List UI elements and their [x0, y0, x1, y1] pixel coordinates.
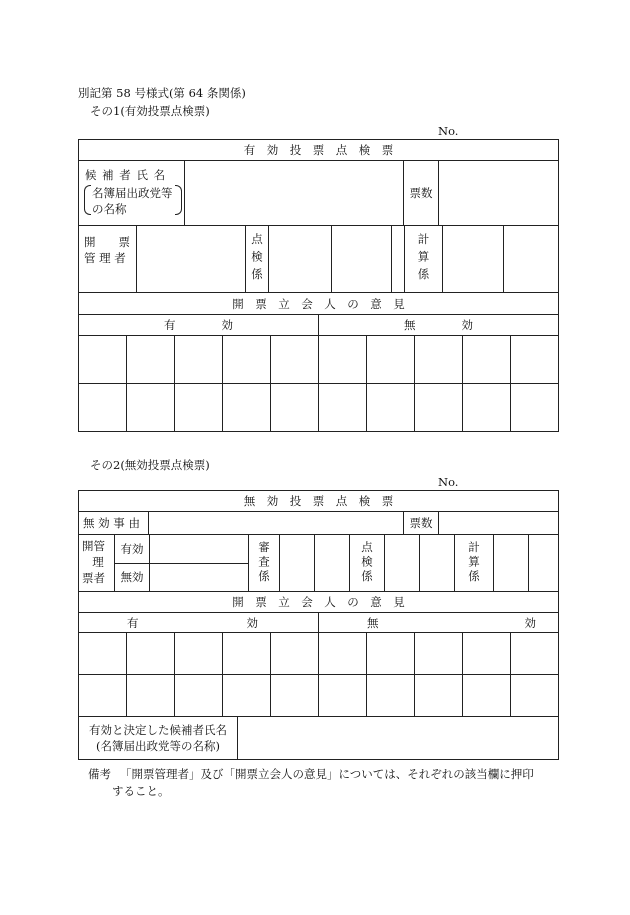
candidate-label-line1: 候 補 者 氏 名	[85, 168, 167, 182]
p1-seal-cell[interactable]	[79, 384, 127, 432]
part2-inspector-label: 点検係	[360, 541, 374, 585]
part2-valid-header	[79, 613, 319, 633]
decided-candidate-row	[79, 717, 559, 760]
candidate-label-line3: の名称	[92, 202, 127, 216]
p2-seal-cell[interactable]	[175, 633, 223, 675]
reviewer-label: 審査係	[257, 541, 271, 585]
reason-label: 無 効 事 由	[83, 516, 140, 530]
p1-seal-cell[interactable]	[271, 336, 319, 384]
votes-label: 票数	[409, 186, 433, 200]
p2-seal-cell[interactable]	[511, 675, 559, 717]
p2-seal-cell[interactable]	[127, 633, 175, 675]
p1-seal-cell[interactable]	[415, 336, 463, 384]
part1-invalid-header	[319, 315, 559, 336]
part1-invalid-label: 無 効	[404, 318, 474, 332]
invalid-small-label: 無効	[120, 570, 144, 585]
reason-row	[79, 512, 559, 535]
candidate-name-field[interactable]	[185, 161, 404, 225]
manager-seal-split	[150, 535, 249, 591]
p2-seal-cell[interactable]	[367, 633, 415, 675]
p2-seal-cell[interactable]	[415, 675, 463, 717]
part2-witness-heading	[79, 592, 559, 613]
part2-votes-field[interactable]	[439, 512, 558, 534]
valid-invalid-label-cell	[115, 535, 150, 591]
inspector-seal-2[interactable]	[332, 226, 392, 292]
part2-manager-label-a: 開管	[82, 539, 105, 553]
part2-invalid-header	[319, 613, 559, 633]
p1-seal-cell[interactable]	[127, 336, 175, 384]
part1-heading	[79, 140, 559, 161]
part2-heading	[79, 491, 559, 512]
part2-calculator-label-cell	[455, 535, 494, 591]
part2-invalid-label-a: 無	[367, 615, 379, 630]
p1-seal-cell[interactable]	[175, 384, 223, 432]
p1-seal-cell[interactable]	[319, 336, 367, 384]
part2-inspector-label-cell	[350, 535, 385, 591]
reason-field[interactable]	[149, 512, 404, 534]
p1-seal-cell[interactable]	[319, 384, 367, 432]
p1-seal-cell[interactable]	[271, 384, 319, 432]
inspector-seal-3[interactable]	[392, 226, 405, 292]
p2-seal-cell[interactable]	[319, 675, 367, 717]
candidate-row	[79, 161, 559, 226]
bracket-right	[175, 185, 182, 215]
valid-manager-seal-field[interactable]	[150, 535, 248, 564]
form-title: 別記第 58 号様式(第 64 条関係)	[78, 86, 246, 100]
p1-seal-cell[interactable]	[223, 336, 271, 384]
p2-seal-cell[interactable]	[463, 633, 511, 675]
manager-label-line2: 管 理 者	[84, 251, 126, 265]
part2-valid-label-a: 有	[127, 615, 139, 630]
part2-title: その2(無効投票点検票)	[90, 458, 210, 472]
p2-seal-cell[interactable]	[127, 675, 175, 717]
p1-seal-cell[interactable]	[463, 384, 511, 432]
p2-seal-cell[interactable]	[463, 675, 511, 717]
decided-label-line2: (名簿届出政党等の名称)	[96, 739, 220, 753]
p1-seal-cell[interactable]	[463, 336, 511, 384]
p2-seal-cell[interactable]	[271, 675, 319, 717]
valid-small-label: 有効	[120, 541, 144, 556]
calculator-label-cell	[405, 226, 443, 292]
votes-field[interactable]	[439, 161, 558, 225]
p1-seal-cell[interactable]	[367, 336, 415, 384]
part2-votes-label: 票数	[409, 516, 433, 530]
manager-seal-field[interactable]	[137, 226, 246, 292]
invalid-vote-inspection-table	[78, 490, 559, 760]
part2-manager-label-b: 理	[92, 555, 104, 569]
remarks-label: 備考	[88, 767, 111, 781]
part2-inspector-seal-1[interactable]	[385, 535, 420, 591]
calculator-seal-1[interactable]	[443, 226, 504, 292]
part2-no-label: No.	[438, 475, 459, 489]
p2-seal-cell[interactable]	[223, 633, 271, 675]
p1-seal-cell[interactable]	[511, 336, 559, 384]
reviewer-label-cell	[249, 535, 280, 591]
manager-label-line1: 開 票	[84, 235, 130, 249]
decided-label-line1: 有効と決定した候補者氏名	[89, 723, 227, 737]
part2-manager-label-c: 票者	[82, 571, 105, 585]
candidate-label-line2: 名簿届出政党等	[92, 186, 173, 200]
invalid-small-label-cell	[115, 564, 149, 592]
part1-no-label: No.	[438, 124, 459, 138]
remarks-line2: すること。	[112, 784, 170, 798]
p2-seal-cell[interactable]	[367, 675, 415, 717]
invalid-manager-seal-field[interactable]	[150, 564, 248, 592]
inspector-seal-1[interactable]	[269, 226, 332, 292]
p1-seal-cell[interactable]	[175, 336, 223, 384]
part2-valid-label-b: 効	[246, 615, 258, 630]
part1-heading-text: 有 効 投 票 点 検 票	[243, 143, 394, 157]
part1-valid-label: 有 効	[164, 318, 233, 332]
part2-manager-row	[79, 535, 559, 592]
p2-seal-cell[interactable]	[223, 675, 271, 717]
p2-seal-cell[interactable]	[271, 633, 319, 675]
part1-witness-heading	[79, 293, 559, 315]
manager-row	[79, 226, 559, 293]
p2-seal-cell[interactable]	[511, 633, 559, 675]
candidate-label-cell	[79, 161, 185, 225]
part2-heading-text: 無 効 投 票 点 検 票	[243, 494, 394, 508]
part2-witness-heading-text: 開 票 立 会 人 の 意 見	[232, 595, 405, 609]
p1-seal-cell[interactable]	[415, 384, 463, 432]
part2-votes-label-cell	[404, 512, 439, 534]
bracket-left	[84, 185, 91, 215]
p2-seal-cell[interactable]	[319, 633, 367, 675]
calculator-label: 計算係	[416, 232, 431, 286]
part2-calculator-seal-2[interactable]	[529, 535, 558, 591]
inspector-label-cell	[246, 226, 269, 292]
part2-inspector-seal-2[interactable]	[420, 535, 455, 591]
votes-label-cell	[404, 161, 439, 225]
reviewer-seal-2[interactable]	[315, 535, 350, 591]
valid-vote-inspection-table	[78, 139, 559, 432]
p1-seal-cell[interactable]	[511, 384, 559, 432]
p1-seal-cell[interactable]	[127, 384, 175, 432]
part1-valid-header	[79, 315, 319, 336]
part2-invalid-label-b: 効	[524, 615, 537, 630]
candidate-bracket	[85, 185, 181, 215]
reviewer-seal-1[interactable]	[280, 535, 315, 591]
reason-label-cell	[79, 512, 149, 534]
p2-seal-cell[interactable]	[79, 675, 127, 717]
part2-calculator-seal-1[interactable]	[494, 535, 529, 591]
p1-seal-cell[interactable]	[367, 384, 415, 432]
valid-small-label-cell	[115, 535, 149, 564]
part1-title: その1(有効投票点検票)	[90, 104, 210, 118]
p2-seal-cell[interactable]	[415, 633, 463, 675]
p2-seal-cell[interactable]	[79, 633, 127, 675]
p1-seal-cell[interactable]	[79, 336, 127, 384]
decided-candidate-field[interactable]	[238, 717, 558, 759]
decided-label-cell	[79, 717, 238, 759]
part2-calculator-label: 計算係	[467, 541, 481, 585]
p2-seal-cell[interactable]	[175, 675, 223, 717]
inspector-label: 点検係	[250, 232, 264, 286]
p1-seal-cell[interactable]	[223, 384, 271, 432]
remarks-line1: 「開票管理者」及び「開票立会人の意見」については、それぞれの該当欄に押印	[120, 767, 534, 781]
calculator-seal-2[interactable]	[504, 226, 558, 292]
manager-label-cell	[79, 226, 137, 292]
part2-manager-label-cell	[79, 535, 115, 591]
part1-witness-heading-text: 開 票 立 会 人 の 意 見	[232, 296, 405, 311]
